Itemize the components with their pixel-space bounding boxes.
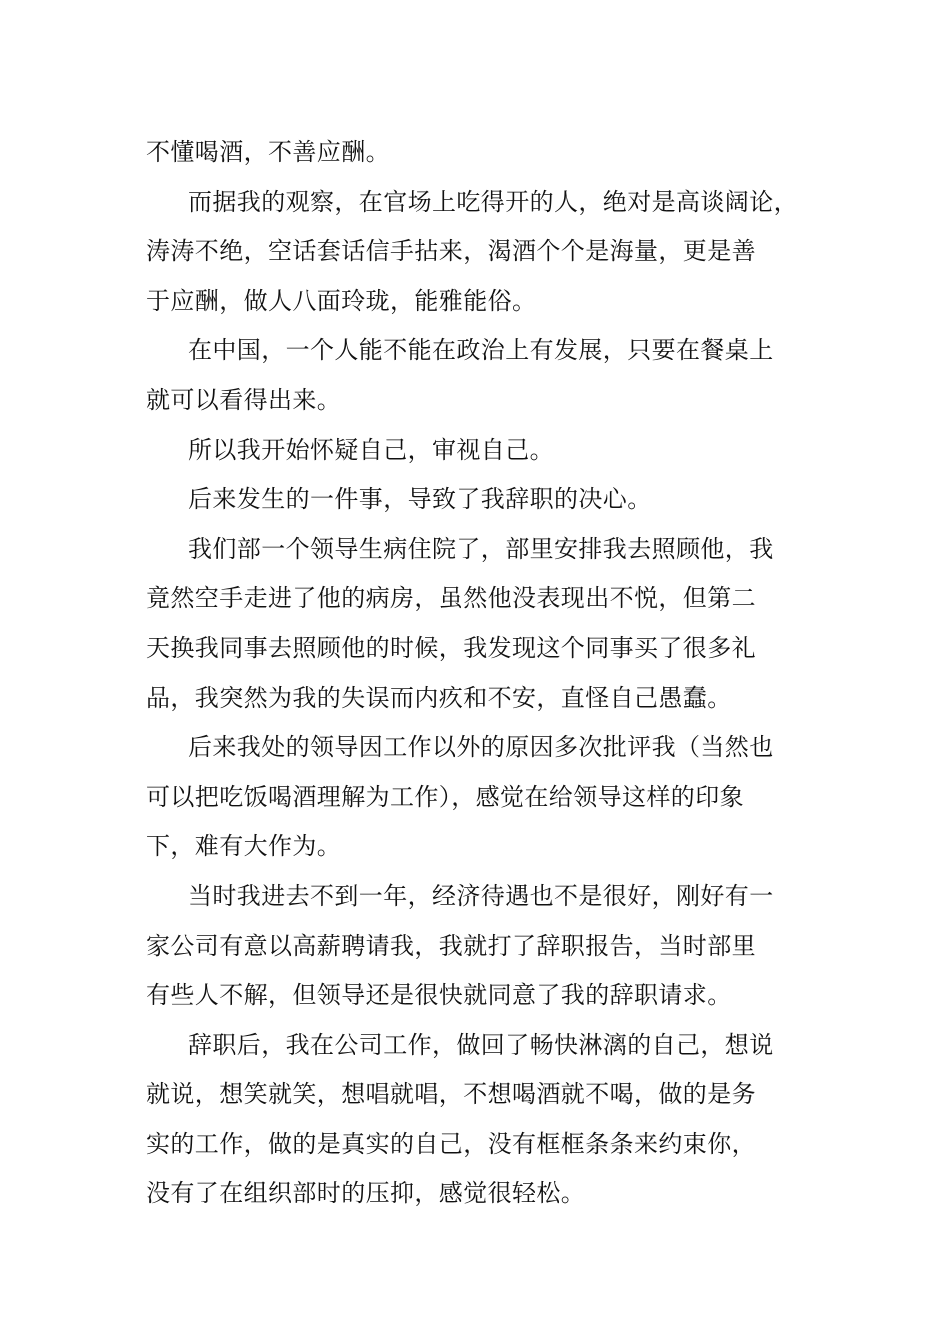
paragraph-4 (146, 426, 806, 476)
text-line: 在中国，一个人能不能在政治上有发展，只要在餐桌上 (188, 336, 774, 365)
text-line: 而据我的观察，在官场上吃得开的人，绝对是高谈阔论， (188, 187, 798, 216)
text-line: 涛涛不绝，空话套话信手拈来，渴酒个个是海量，更是善 (146, 237, 756, 266)
text-line: 于应酬，做人八面玲珑，能雅能俗。 (146, 286, 537, 315)
text-line: 品，我突然为我的失误而内疚和不安，直怪自己愚蠢。 (146, 683, 732, 712)
text-line: 辞职后，我在公司工作，做回了畅快淋漓的自己，想说 (188, 1030, 774, 1059)
paragraph-8 (146, 872, 806, 1021)
text-line: 后来我处的领导因工作以外的原因多次批评我（当然也 (188, 733, 774, 762)
paragraph-2 (146, 178, 806, 327)
paragraph-9 (146, 1021, 806, 1219)
text-line: 天换我同事去照顾他的时候，我发现这个同事买了很多礼 (146, 633, 756, 662)
text-line: 竟然空手走进了他的病房，虽然他没表现出不悦，但第二 (146, 584, 756, 613)
paragraph-6 (146, 525, 806, 723)
paragraph-3 (146, 326, 806, 425)
paragraph-5 (146, 475, 806, 525)
text-line: 实的工作，做的是真实的自己，没有框框条条来约束你， (146, 1129, 756, 1158)
text-line: 可以把吃饭喝酒理解为工作），感觉在给领导这样的印象 (146, 782, 744, 811)
document-body (146, 128, 806, 1219)
paragraph-1 (146, 128, 806, 178)
text-line: 有些人不解，但领导还是很快就同意了我的辞职请求。 (146, 981, 732, 1010)
text-line: 下，难有大作为。 (146, 832, 342, 861)
paragraph-7 (146, 723, 806, 872)
text-line: 所以我开始怀疑自己，审视自己。 (188, 435, 554, 464)
text-line: 后来发生的一件事，导致了我辞职的决心。 (188, 485, 652, 514)
text-line: 家公司有意以高薪聘请我，我就打了辞职报告，当时部里 (146, 931, 756, 960)
text-line: 我们部一个领导生病住院了，部里安排我去照顾他，我 (188, 534, 774, 563)
text-line: 不懂喝酒，不善应酬。 (146, 138, 390, 166)
text-line: 就说，想笑就笑，想唱就唱，不想喝酒就不喝，做的是务 (146, 1080, 756, 1109)
text-line: 没有了在组织部时的压抑，感觉很轻松。 (146, 1179, 586, 1208)
text-line: 当时我进去不到一年，经济待遇也不是很好，刚好有一 (188, 881, 774, 910)
text-line: 就可以看得出来。 (146, 385, 342, 414)
